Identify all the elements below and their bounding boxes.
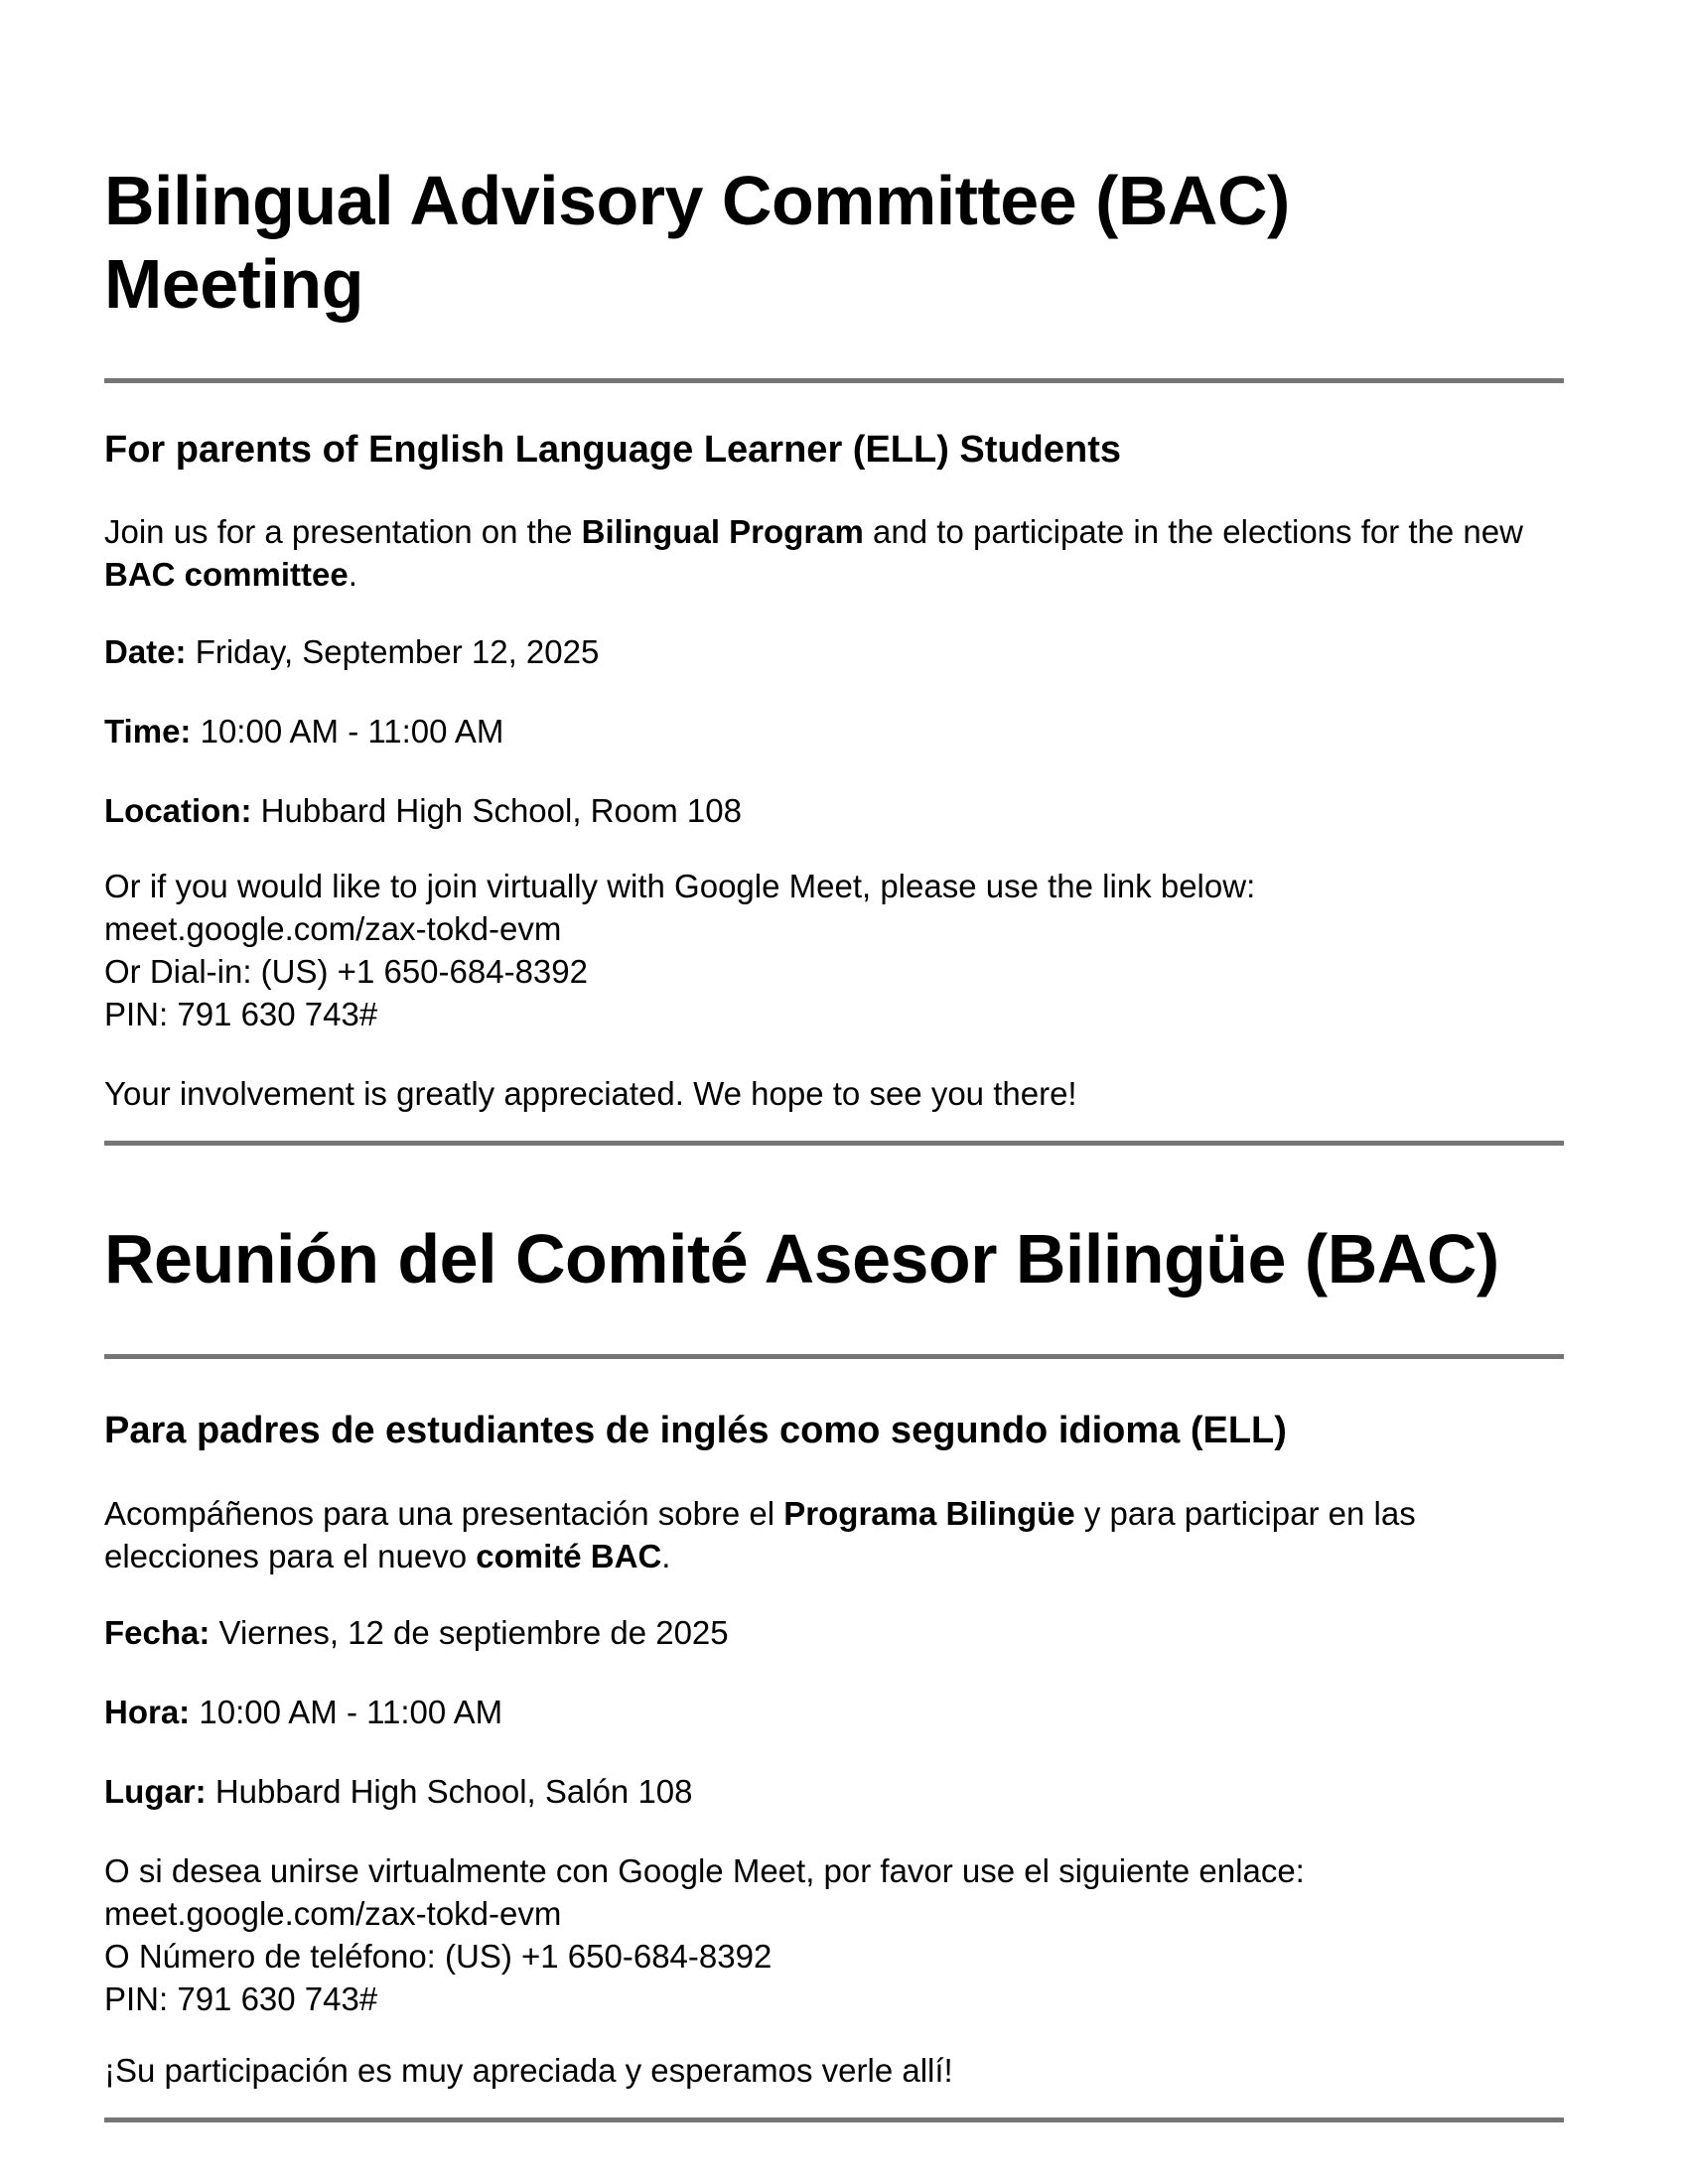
meet-link-text: meet.google.com/zax-tokd-evm (104, 910, 562, 947)
spanish-time-line (104, 1691, 1564, 1733)
spanish-location-line (104, 1770, 1564, 1813)
virtual-intro-text: Or if you would like to join virtually with Google Meet, please use the link below: (104, 868, 1256, 904)
time-label: Time: (104, 713, 192, 750)
lugar-label: Lugar: (104, 1773, 207, 1810)
meet-link-text-es: meet.google.com/zax-tokd-evm (104, 1895, 562, 1932)
hora-value: 10:00 AM - 11:00 AM (199, 1694, 503, 1730)
fecha-value: Viernes, 12 de septiembre de 2025 (218, 1614, 729, 1651)
spanish-intro-text-2: y para participar en las elecciones para el nuevo (104, 1495, 1416, 1574)
dial-in-text-es: O Número de teléfono: (US) +1 650-684-8392 (104, 1938, 773, 1975)
spanish-intro-bold-program: Programa Bilingüe (783, 1495, 1075, 1532)
spanish-date-line (104, 1611, 1564, 1654)
english-intro-bold-program: Bilingual Program (581, 513, 864, 550)
english-title-divider (104, 378, 1564, 383)
pin-text: PIN: 791 630 743# (104, 996, 378, 1032)
location-value: Hubbard High School, Room 108 (260, 792, 742, 829)
virtual-intro-text-es: O si desea unirse virtualmente con Google Meet, por favor use el siguiente enlace: (104, 1852, 1305, 1889)
english-closing-line: Your involvement is greatly appreciated. We hope to see you there! (104, 1075, 1077, 1112)
english-time-line (104, 710, 1564, 752)
spanish-title-divider (104, 1354, 1564, 1359)
spanish-title: Reunión del Comité Asesor Bilingüe (BAC) (104, 1220, 1499, 1297)
spanish-closing-line: ¡Su participación es muy apreciada y esperamos verle allí! (104, 2052, 953, 2089)
english-section (104, 159, 1564, 1146)
english-intro-paragraph (104, 510, 1564, 596)
spanish-intro-text-3: . (661, 1538, 671, 1574)
english-intro-text-3: . (348, 556, 357, 593)
spanish-intro-paragraph (104, 1492, 1564, 1577)
english-audience-heading: For parents of English Language Learner (ELL) Students (104, 429, 1121, 471)
hora-label: Hora: (104, 1694, 191, 1730)
english-date-line (104, 630, 1564, 673)
english-location-line (104, 789, 1564, 832)
location-label: Location: (104, 792, 252, 829)
english-intro-text-2: and to participate in the elections for the new (863, 513, 1523, 550)
lugar-value: Hubbard High School, Salón 108 (214, 1773, 693, 1810)
english-intro-bold-committee: BAC committee (104, 556, 349, 593)
english-title: Bilingual Advisory Committee (BAC) Meeting (104, 162, 1290, 323)
date-value: Friday, September 12, 2025 (195, 633, 600, 670)
spanish-intro-text-1: Acompáñenos para una presentación sobre el (104, 1495, 784, 1532)
date-label: Date: (104, 633, 187, 670)
spanish-section (104, 1217, 1564, 2122)
fecha-label: Fecha: (104, 1614, 211, 1651)
spanish-intro-bold-committee: comité BAC (476, 1538, 662, 1574)
dial-in-text: Or Dial-in: (US) +1 650-684-8392 (104, 953, 588, 990)
english-virtual-details (104, 865, 1564, 1035)
spanish-audience-heading: Para padres de estudiantes de inglés como segundo idioma (ELL) (104, 1410, 1287, 1451)
time-value: 10:00 AM - 11:00 AM (200, 713, 504, 750)
pin-text-es: PIN: 791 630 743# (104, 1980, 378, 2017)
english-section-divider (104, 1141, 1564, 1146)
spanish-virtual-details (104, 1849, 1564, 2020)
spanish-section-divider (104, 2117, 1564, 2122)
english-intro-text-1: Join us for a presentation on the (104, 513, 582, 550)
